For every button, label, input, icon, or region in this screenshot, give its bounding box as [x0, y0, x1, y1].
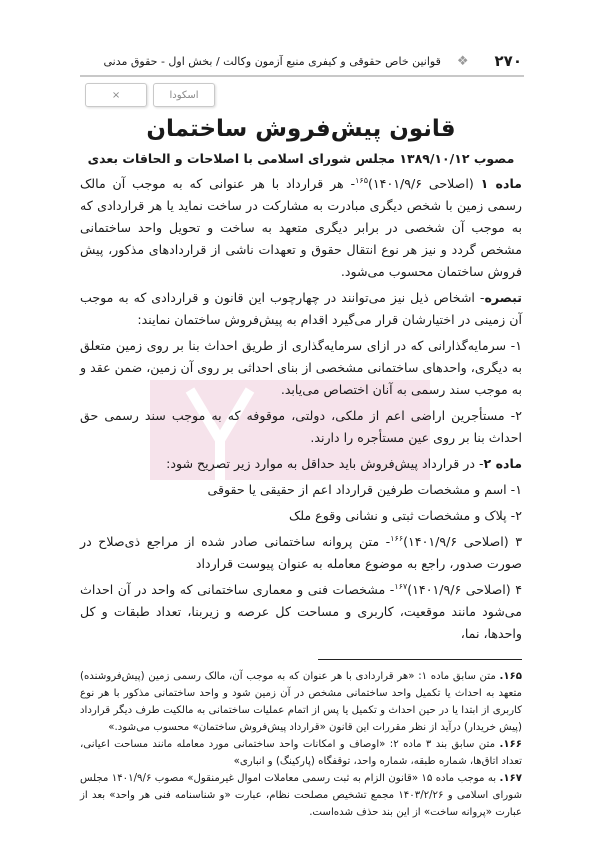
- footnotes: [80, 668, 522, 821]
- paragraph-text: ۱- اسم و مشخصات طرفین قرارداد اعم از حقیقی یا حقوقی: [207, 482, 522, 497]
- page: [80, 0, 522, 841]
- paragraph: [80, 505, 522, 527]
- footnote-text: متن سابق ماده ۱: «هر قراردادی با هر عنوان که به موجب آن، مالک رسمی زمین (پیش‌فروشنده) متعهد به احداث یا تکمیل واحد ساختمانی مشخص در آن زمین شود و واحد ساختمانی مذکور با هر نوع کاربری از ابتدا یا در حین احداث و تکمیل یا پس از اتمام عملیات ساختمانی به مالکیت طرف دیگر قرارداد (پیش خریدار) درآید از نظر مقررات این قانون «قرارداد پیش‌فروش ساختمان» محسوب می‌شود.»: [80, 671, 522, 733]
- running-header: [80, 48, 522, 74]
- scuda-button[interactable]: [153, 83, 215, 107]
- diamond-ornament-icon: ❖: [456, 53, 469, 69]
- paragraph: [80, 479, 522, 501]
- close-icon: ×: [111, 89, 121, 101]
- footnote-number: ۱۶۵.: [499, 671, 522, 682]
- scuda-label: اسکودا: [169, 89, 199, 101]
- paragraph-text: ۱- سرمایه‌گذارانی که در ازای سرمایه‌گذاری از طریق احداث بنا بر روی زمین متعلق به دیگری، واحدهای ساختمانی مشخصی از بنای احداثی بر روی آن زمین، ضمن عقد و به موجب سند رسمی به آنان اختصاص می‌یابد.: [80, 338, 522, 397]
- paragraph-text: - هر قرارداد با هر عنوانی که به موجب آن مالک رسمی زمین با شخص دیگری مبادرت به مشارکت در ساخت نماید یا هر قراردادی که به موجب آن شخصی در برابر دیگری متعهد به ساخت و تحویل واحد ساختمانی مشخص گردد و نیز هر نوع انتقال حقوق و تعهدات ناشی از قراردادهای مذکور، پیش فروش ساختمان محسوب می‌شود.: [80, 176, 522, 279]
- paragraph-lead: تبصره: [484, 290, 522, 305]
- footnote-number: ۱۶۷.: [499, 773, 522, 784]
- footnote-ref[interactable]: ۱۶۶: [390, 533, 404, 543]
- paragraph-text: ۲- مستأجرین اراضی اعم از ملکی، دولتی، موقوفه که به موجب سند رسمی حق احداث بنا بر روی عین مستأجره را دارند.: [80, 408, 522, 445]
- footnote: [80, 770, 522, 821]
- close-button[interactable]: [85, 83, 147, 107]
- footnote-divider: [318, 659, 522, 660]
- paragraph-prefix: ۳ (اصلاحی ۱۴۰۱/۹/۶): [403, 534, 522, 549]
- page-subtitle: مصوب ۱۳۸۹/۱۰/۱۲ مجلس شورای اسلامی با اصلاحات و الحاقات بعدی: [87, 151, 515, 166]
- header-divider: [80, 75, 524, 77]
- footnote-text: به موجب ماده ۱۵ «قانون الزام به ثبت رسمی معاملات اموال غیرمنقول» مصوب ۱۴۰۱/۹/۶ مجلس شورای اسلامی و ۱۴۰۳/۲/۲۶ مجمع تشخیص مصلحت نظام، عبارت «و شناسنامه فنی هر واحد» بعد از عبارت «پروانه ساخت» از این بند حذف شده‌است.: [80, 773, 522, 818]
- paragraph: [80, 579, 522, 645]
- page-number: ۲۷۰: [494, 52, 522, 70]
- running-title: قوانین خاص حقوقی و کیفری منبع آزمون وکالت / بخش اول - حقوق مدنی: [103, 54, 441, 68]
- paragraph: [80, 173, 522, 283]
- footnote-number: ۱۶۶.: [499, 739, 522, 750]
- footnote: [80, 736, 522, 770]
- article-body: [80, 173, 522, 645]
- paragraph: [80, 453, 522, 475]
- footnote-text: متن سابق بند ۳ ماده ۲: «اوصاف و امکانات واحد ساختمانی مورد معامله مانند مساحت اعیانی، تعداد اتاق‌ها، شماره طبقه، شماره واحد، توقفگاه (پارکینگ) و انباری»: [80, 739, 522, 767]
- paragraph-lead: ماده ۱: [480, 176, 522, 191]
- paragraph: [80, 287, 522, 331]
- paragraph-text: - متن پروانه ساختمانی صادر شده از مراجع ذی‌صلاح در صورت صدور، راجع به موضوع معامله به عنوان پیوست قرارداد: [80, 534, 522, 571]
- paragraph-text: - اشخاص ذیل نیز می‌توانند در چهارچوب این قانون و قراردادی که به موجب آن زمینی در اختیارشان قرار می‌گیرد اقدام به پیش‌فروش ساختمان نمایند:: [80, 290, 522, 327]
- paragraph-text: ۲- پلاک و مشخصات ثبتی و نشانی وقوع ملک: [288, 508, 522, 523]
- paragraph-prefix: ۴ (اصلاحی ۱۴۰۱/۹/۶): [407, 582, 522, 597]
- footnote-ref[interactable]: ۱۶۵: [355, 175, 368, 185]
- paragraph-text: - در قرارداد پیش‌فروش باید حداقل به موارد زیر تصریح شود:: [166, 456, 484, 471]
- paragraph-lead: ماده ۲: [483, 456, 522, 471]
- paragraph: [80, 405, 522, 449]
- paragraph-text: - مشخصات فنی و معماری ساختمانی که واحد در آن احداث می‌شود مانند موقعیت، کاربری و مساحت کل عرصه و زیربنا، تعداد طبقات و کل واحدها، نما،: [80, 582, 522, 641]
- toolbar: [80, 83, 522, 113]
- page-title: قانون پیش‌فروش ساختمان: [146, 116, 456, 142]
- footnote-ref[interactable]: ۱۶۷: [394, 581, 408, 591]
- paragraph: [80, 531, 522, 575]
- footnote: [80, 668, 522, 736]
- paragraph-prefix: (اصلاحی ۱۴۰۱/۹/۶): [368, 176, 481, 191]
- paragraph: [80, 335, 522, 401]
